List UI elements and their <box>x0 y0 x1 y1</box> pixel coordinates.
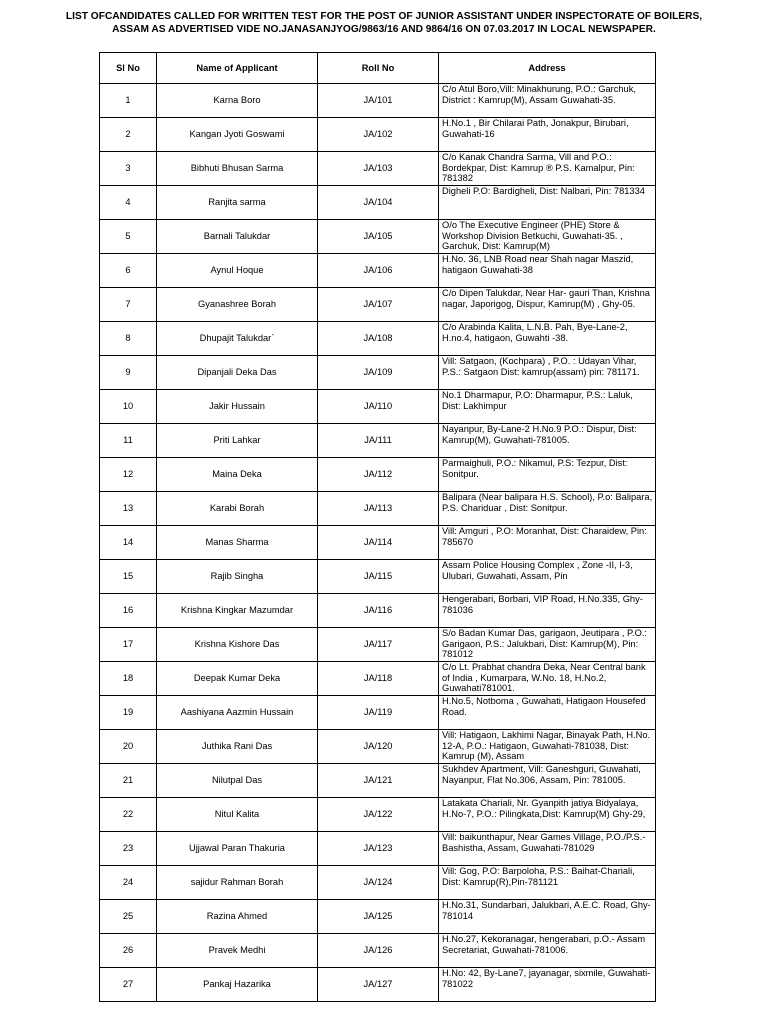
applicant-name-cell: Aynul Hoque <box>157 254 318 288</box>
address-cell: Balipara (Near balipara H.S. School), P.o: Balipara, P.S. Chariduar , Dist: Sonitpur. <box>439 492 656 526</box>
address-cell: Sukhdev Apartment, Vill: Ganeshguri, Guwahati, Nayanpur, Flat No.306, Assam, Pin: 781005. <box>439 764 656 798</box>
roll-no-cell: JA/107 <box>318 288 439 322</box>
sl-no-cell: 6 <box>100 254 157 288</box>
sl-no-cell: 16 <box>100 594 157 628</box>
address-cell: Parmaighuli, P.O.: Nikamul, P.S: Tezpur, Dist: Sonitpur. <box>439 458 656 492</box>
applicant-name-cell: Kangan Jyoti Goswami <box>157 118 318 152</box>
table-row <box>100 322 656 356</box>
applicant-name-cell: Gyanashree Borah <box>157 288 318 322</box>
applicant-name-cell: Priti Lahkar <box>157 424 318 458</box>
roll-no-cell: JA/117 <box>318 628 439 662</box>
table-row <box>100 390 656 424</box>
applicant-name-cell: sajidur Rahman Borah <box>157 866 318 900</box>
address-cell: S/o Badan Kumar Das, garigaon, Jeutipara , P.O.: Garigaon, P.S.: Jalukbari, Dist: Kamrup(M), Pin: 781012 <box>439 628 656 662</box>
address-cell: Assam Police Housing Complex , Zone -II, I-3, Ulubari, Guwahati, Assam, Pin <box>439 560 656 594</box>
sl-no-cell: 2 <box>100 118 157 152</box>
applicant-name-cell: Deepak Kumar Deka <box>157 662 318 696</box>
roll-no-cell: JA/121 <box>318 764 439 798</box>
address-cell: H.No. 36, LNB Road near Shah nagar Maszid, hatigaon Guwahati-38 <box>439 254 656 288</box>
sl-no-cell: 18 <box>100 662 157 696</box>
column-header-sl-no: Sl No <box>100 53 157 84</box>
sl-no-cell: 11 <box>100 424 157 458</box>
applicant-name-cell: Juthika Rani Das <box>157 730 318 764</box>
sl-no-cell: 19 <box>100 696 157 730</box>
roll-no-cell: JA/101 <box>318 84 439 118</box>
sl-no-cell: 13 <box>100 492 157 526</box>
roll-no-cell: JA/115 <box>318 560 439 594</box>
applicant-name-cell: Dipanjali Deka Das <box>157 356 318 390</box>
address-cell: H.No.27, Kekoranagar, hengerabari, p.O.- Assam Secretariat, Guwahati-781006. <box>439 934 656 968</box>
sl-no-cell: 17 <box>100 628 157 662</box>
address-cell: Vill: baikunthapur, Near Games Village, P.O./P.S.-Bashistha, Assam, Guwahati-781029 <box>439 832 656 866</box>
roll-no-cell: JA/114 <box>318 526 439 560</box>
address-cell: H.No.1 , Bir Chilarai Path, Jonakpur, Birubari, Guwahati-16 <box>439 118 656 152</box>
address-cell: Vill: Satgaon, (Kochpara) , P.O. : Udayan Vihar, P.S.: Satgaon Dist: kamrup(assam) pin: 781171. <box>439 356 656 390</box>
address-cell: H.No.5, Notboma , Guwahati, Hatigaon Housefed Road. <box>439 696 656 730</box>
sl-no-cell: 21 <box>100 764 157 798</box>
heading-line-2: ASSAM AS ADVERTISED VIDE NO.JANASANJYOG/9863/16 AND 9864/16 ON 07.03.2017 IN LOCAL NEWSPAPER. <box>112 23 656 35</box>
sl-no-cell: 15 <box>100 560 157 594</box>
address-cell: Vill: Gog, P.O: Barpoloha, P.S.: Baihat-Chariali, Dist: Kamrup(R),Pin-781121 <box>439 866 656 900</box>
table-row <box>100 356 656 390</box>
sl-no-cell: 24 <box>100 866 157 900</box>
roll-no-cell: JA/105 <box>318 220 439 254</box>
table-row <box>100 220 656 254</box>
table-row <box>100 458 656 492</box>
table-row <box>100 492 656 526</box>
roll-no-cell: JA/123 <box>318 832 439 866</box>
sl-no-cell: 20 <box>100 730 157 764</box>
table-row <box>100 560 656 594</box>
applicant-name-cell: Aashiyana Aazmin Hussain <box>157 696 318 730</box>
table-row <box>100 186 656 220</box>
address-cell: H.No: 42, By-Lane7, jayanagar, sixmile, Guwahati-781022 <box>439 968 656 1002</box>
column-header-roll-no: Roll No <box>318 53 439 84</box>
sl-no-cell: 26 <box>100 934 157 968</box>
address-cell: Hengerabari, Borbari, VIP Road, H.No.335, Ghy-781036 <box>439 594 656 628</box>
sl-no-cell: 14 <box>100 526 157 560</box>
address-cell: C/o Dipen Talukdar, Near Har- gauri Than, Krishna nagar, Japorigog, Dispur, Kamrup(M) , Ghy-05. <box>439 288 656 322</box>
address-cell: Latakata Chariali, Nr. Gyanpith jatiya Bidyalaya, H.No-7, P.O.: Pilingkata,Dist: Kamrup(M) Ghy-29, <box>439 798 656 832</box>
roll-no-cell: JA/112 <box>318 458 439 492</box>
applicant-name-cell: Maina Deka <box>157 458 318 492</box>
roll-no-cell: JA/125 <box>318 900 439 934</box>
roll-no-cell: JA/111 <box>318 424 439 458</box>
table-row <box>100 152 656 186</box>
applicant-name-cell: Bibhuti Bhusan Sarma <box>157 152 318 186</box>
roll-no-cell: JA/120 <box>318 730 439 764</box>
applicant-name-cell: Dhupajit Talukdar` <box>157 322 318 356</box>
table-row <box>100 798 656 832</box>
sl-no-cell: 3 <box>100 152 157 186</box>
column-header-address: Address <box>439 53 656 84</box>
table-row <box>100 118 656 152</box>
applicant-name-cell: Karna Boro <box>157 84 318 118</box>
sl-no-cell: 23 <box>100 832 157 866</box>
roll-no-cell: JA/126 <box>318 934 439 968</box>
roll-no-cell: JA/104 <box>318 186 439 220</box>
applicant-name-cell: Razina Ahmed <box>157 900 318 934</box>
sl-no-cell: 22 <box>100 798 157 832</box>
roll-no-cell: JA/103 <box>318 152 439 186</box>
roll-no-cell: JA/122 <box>318 798 439 832</box>
table-row <box>100 526 656 560</box>
applicant-name-cell: Nitul Kalita <box>157 798 318 832</box>
document-heading <box>0 11 768 36</box>
table-row <box>100 628 656 662</box>
sl-no-cell: 5 <box>100 220 157 254</box>
table-row <box>100 424 656 458</box>
address-cell: C/o Lt. Prabhat chandra Deka, Near Central bank of India , Kumarpara, W.No. 18, H.No.2, Guwahati781001. <box>439 662 656 696</box>
applicant-name-cell: Ranjita sarma <box>157 186 318 220</box>
address-cell: O/o The Executive Engineer (PHE) Store & Workshop Division Betkuchi, Guwahati-35. , Garchuk, Dist: Kamrup(M) <box>439 220 656 254</box>
table-row <box>100 832 656 866</box>
heading-line-1: LIST OFCANDIDATES CALLED FOR WRITTEN TEST FOR THE POST OF JUNIOR ASSISTANT UNDER INSPECTORATE OF BOILERS, <box>65 11 703 22</box>
table-row <box>100 934 656 968</box>
address-cell: No.1 Dharmapur, P.O: Dharmapur, P.S.: Laluk, Dist: Lakhimpur <box>439 390 656 424</box>
table-row <box>100 866 656 900</box>
table-row <box>100 730 656 764</box>
roll-no-cell: JA/118 <box>318 662 439 696</box>
sl-no-cell: 1 <box>100 84 157 118</box>
sl-no-cell: 8 <box>100 322 157 356</box>
applicant-name-cell: Manas Sharma <box>157 526 318 560</box>
address-cell: C/o Atul Boro,Vill: Minakhurung, P.O.: Garchuk, District : Kamrup(M), Assam Guwahati-35. <box>439 84 656 118</box>
table-row <box>100 84 656 118</box>
sl-no-cell: 25 <box>100 900 157 934</box>
table-row <box>100 900 656 934</box>
roll-no-cell: JA/110 <box>318 390 439 424</box>
sl-no-cell: 27 <box>100 968 157 1002</box>
table-row <box>100 254 656 288</box>
applicant-name-cell: Pankaj Hazarika <box>157 968 318 1002</box>
address-cell: Vill: Amguri , P.O: Moranhat, Dist: Charaidew, Pin: 785670 <box>439 526 656 560</box>
sl-no-cell: 12 <box>100 458 157 492</box>
sl-no-cell: 10 <box>100 390 157 424</box>
sl-no-cell: 7 <box>100 288 157 322</box>
roll-no-cell: JA/124 <box>318 866 439 900</box>
applicant-name-cell: Barnali Talukdar <box>157 220 318 254</box>
address-cell: Digheli P.O: Bardigheli, Dist: Nalbari, Pin: 781334 <box>439 186 656 220</box>
applicant-name-cell: Karabi Borah <box>157 492 318 526</box>
applicant-name-cell: Pravek Medhi <box>157 934 318 968</box>
roll-no-cell: JA/109 <box>318 356 439 390</box>
roll-no-cell: JA/108 <box>318 322 439 356</box>
address-cell: C/o Arabinda Kalita, L.N.B. Pah, Bye-Lane-2, H.no.4, hatigaon, Guwahti -38. <box>439 322 656 356</box>
table-row <box>100 288 656 322</box>
sl-no-cell: 4 <box>100 186 157 220</box>
table-row <box>100 594 656 628</box>
applicant-name-cell: Jakir Hussain <box>157 390 318 424</box>
sl-no-cell: 9 <box>100 356 157 390</box>
applicant-name-cell: Ujjawal Paran Thakuria <box>157 832 318 866</box>
table-header-row <box>100 53 656 84</box>
column-header-name: Name of Applicant <box>157 53 318 84</box>
table-row <box>100 968 656 1002</box>
table-row <box>100 662 656 696</box>
applicant-name-cell: Krishna Kingkar Mazumdar <box>157 594 318 628</box>
roll-no-cell: JA/102 <box>318 118 439 152</box>
candidates-table <box>99 52 656 1002</box>
applicant-name-cell: Rajib Singha <box>157 560 318 594</box>
address-cell: C/o Kanak Chandra Sarma, Vill and P.O.: Bordekpar, Dist: Kamrup ® P.S. Kamalpur, Pin: 781382 <box>439 152 656 186</box>
roll-no-cell: JA/106 <box>318 254 439 288</box>
address-cell: H.No.31, Sundarbari, Jalukbari, A.E.C. Road, Ghy-781014 <box>439 900 656 934</box>
roll-no-cell: JA/113 <box>318 492 439 526</box>
applicant-name-cell: Krishna Kishore Das <box>157 628 318 662</box>
roll-no-cell: JA/116 <box>318 594 439 628</box>
table-row <box>100 764 656 798</box>
roll-no-cell: JA/127 <box>318 968 439 1002</box>
address-cell: Nayanpur, By-Lane-2 H.No.9 P.O.: Dispur, Dist: Kamrup(M), Guwahati-781005. <box>439 424 656 458</box>
roll-no-cell: JA/119 <box>318 696 439 730</box>
applicant-name-cell: Nilutpal Das <box>157 764 318 798</box>
address-cell: Vill: Hatigaon, Lakhimi Nagar, Binayak Path, H.No. 12-A, P.O.: Hatigaon, Guwahati-781038, Dist: Kamrup (M), Assam <box>439 730 656 764</box>
table-row <box>100 696 656 730</box>
